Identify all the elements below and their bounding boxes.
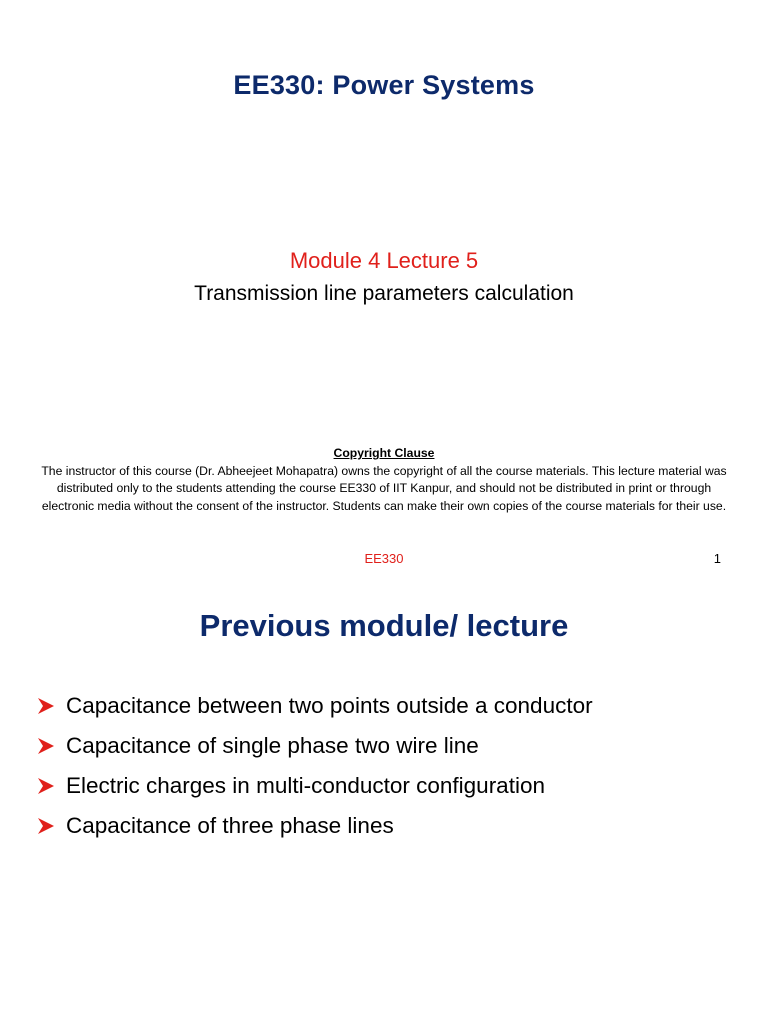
slide-2 xyxy=(0,590,768,1024)
module-lecture-label: Module 4 Lecture 5 xyxy=(289,248,479,273)
footer-course-label: EE330 xyxy=(364,551,404,566)
arrow-bullet-icon xyxy=(36,776,66,796)
copyright-text: The instructor of this course (Dr. Abheejeet Mohapatra) owns the copyright of all the course materials. This lecture material was distributed only to the students attending the course EE330 of IIT Kanpur, and should not be distributed in print or through electronic media without the consent of the instructor. Students can make their own copies of the course materials for their use. xyxy=(41,463,727,513)
bullet-text: Capacitance of single phase two wire line xyxy=(66,733,479,758)
bullet-text: Capacitance of three phase lines xyxy=(66,813,394,838)
slide-subtitle: Transmission line parameters calculation xyxy=(194,282,574,305)
arrow-bullet-icon xyxy=(36,696,66,716)
previous-lecture-title: Previous module/ lecture xyxy=(199,608,569,643)
arrow-bullet-icon xyxy=(36,816,66,836)
bullet-text: Electric charges in multi-conductor configuration xyxy=(66,773,545,798)
list-item xyxy=(36,766,593,806)
copyright-heading: Copyright Clause xyxy=(333,446,435,460)
page-number: 1 xyxy=(713,551,721,566)
list-item xyxy=(36,726,593,766)
bullet-text: Capacitance between two points outside a conductor xyxy=(66,693,593,718)
arrow-bullet-icon xyxy=(36,736,66,756)
copyright-clause xyxy=(34,445,734,515)
list-item xyxy=(36,806,593,846)
slide-title: EE330: Power Systems xyxy=(233,70,535,100)
bullet-list xyxy=(36,686,593,846)
list-item xyxy=(36,686,593,726)
